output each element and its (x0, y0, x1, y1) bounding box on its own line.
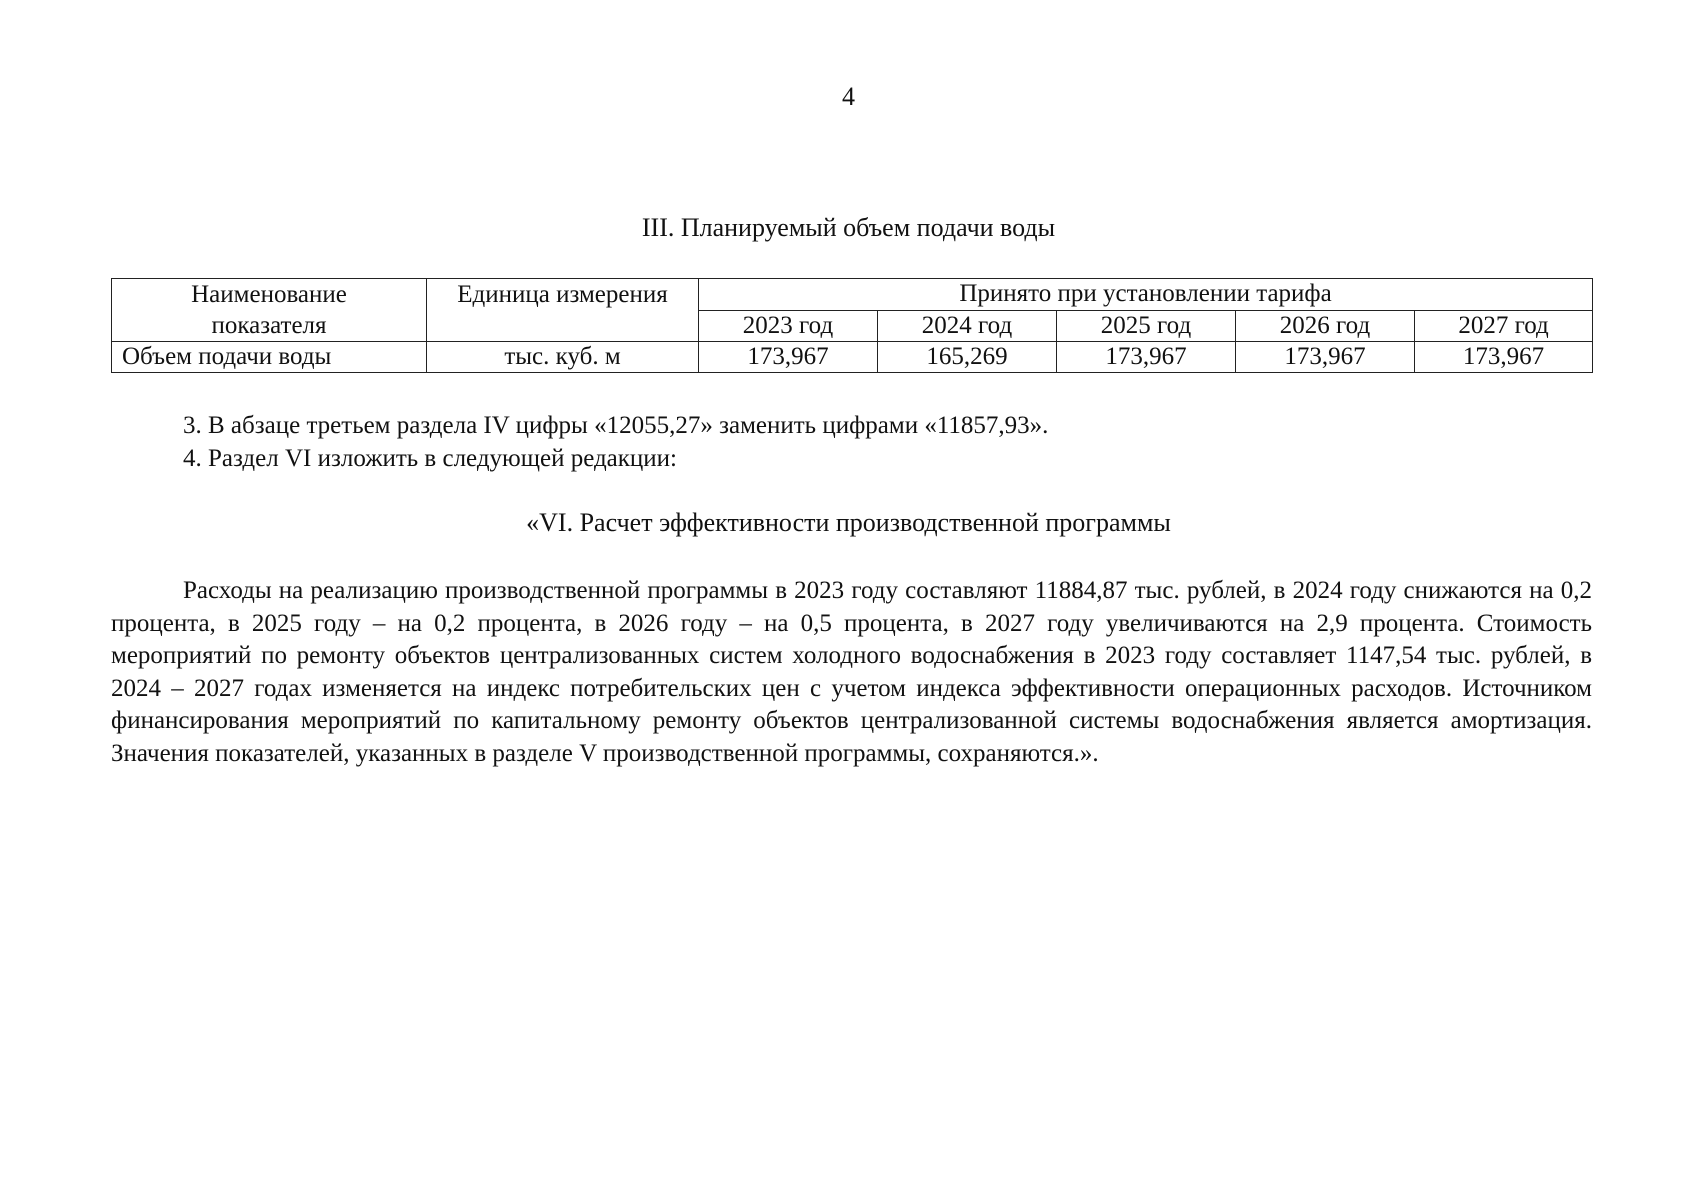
column-header-year: 2026 год (1236, 310, 1415, 342)
column-header-name (112, 279, 427, 342)
body-paragraph: Расходы на реализацию производственной программы в 2023 году составляют 11884,87 тыс. рублей, в 2024 году снижаются на 0,2 процента, в 2025 году – на 0,2 процента, в 2026 году – на 0,5 процента, в 2027 году увеличиваются на 2,9 процента. Стоимость мероприятий по ремонту объектов централизованных систем холодного водоснабжения в 2023 году составляет 1147,54 тыс. рублей, в 2024 – 2027 годах изменяется на индекс потребительских цен с учетом индекса эффективности операционных расходов. Источником финансирования мероприятий по капитальному ремонту объектов централизованной системы водоснабжения является амортизация. Значения показателей, указанных в разделе V производственной программы, сохраняются.». (111, 577, 1592, 767)
cell-value: 173,967 (699, 342, 878, 373)
quoted-section-title: «VI. Расчет эффективности производственной программы (526, 508, 1171, 537)
table-header-row (112, 279, 1593, 311)
cell-value: 173,967 (1236, 342, 1415, 373)
cell-value: 173,967 (1415, 342, 1593, 373)
item-3-paragraph: 3. В абзаце третьем раздела IV цифры «12055,27» заменить цифрами «11857,93». (183, 412, 1049, 439)
item-4-paragraph: 4. Раздел VI изложить в следующей редакции: (183, 445, 678, 472)
water-supply-table (111, 278, 1593, 373)
section-title: III. Планируемый объем подачи воды (641, 213, 1056, 242)
column-header-name-line1: Наименование (191, 281, 347, 308)
cell-indicator-name: Объем подачи воды (112, 342, 427, 373)
cell-value: 173,967 (1057, 342, 1236, 373)
column-header-year: 2025 год (1057, 310, 1236, 342)
column-header-group: Принято при установлении тарифа (699, 279, 1593, 311)
page-number: 4 (842, 82, 855, 111)
table-row (112, 342, 1593, 373)
column-header-year: 2023 год (699, 310, 878, 342)
column-header-name-line2: показателя (211, 312, 327, 339)
column-header-year: 2027 год (1415, 310, 1593, 342)
column-header-year: 2024 год (878, 310, 1057, 342)
cell-unit: тыс. куб. м (427, 342, 699, 373)
cell-value: 165,269 (878, 342, 1057, 373)
column-header-unit: Единица измерения (427, 279, 699, 342)
